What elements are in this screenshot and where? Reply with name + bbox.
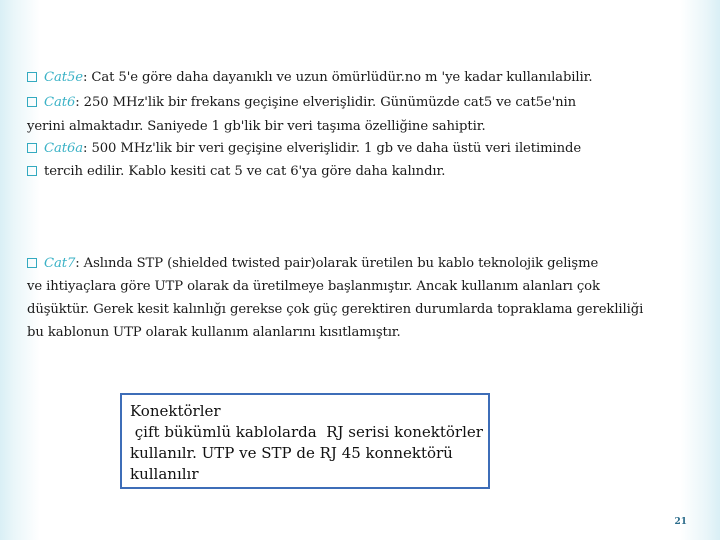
cat6-continuation: yerini almaktadır. Saniyede 1 gb'lik bir veri taşıma özelliğine sahiptir. <box>27 119 486 134</box>
cat7-line-3: bu kablonun UTP olarak kullanım alanlarını kısıtlamıştır. <box>27 325 401 340</box>
checkbox-bullet-icon <box>27 143 37 153</box>
cat6a-paragraph <box>27 140 581 158</box>
cat7-term: Cat7 <box>44 256 76 271</box>
cat6a-text: : 500 MHz'lik bir veri geçişine elverişlidir. 1 gb ve daha üstü veri iletiminde <box>83 141 582 156</box>
cat5e-paragraph <box>27 69 592 87</box>
note-line-4: kullanılır <box>130 465 199 483</box>
cat6-term: Cat6 <box>44 95 76 110</box>
cat7-paragraph <box>27 255 598 273</box>
connectors-note-box <box>120 393 490 489</box>
cat6a-continuation-text: tercih edilir. Kablo kesiti cat 5 ve cat 6'ya göre daha kalındır. <box>44 164 446 179</box>
cat6-paragraph <box>27 94 576 112</box>
checkbox-bullet-icon <box>27 72 37 82</box>
note-line-1: Konektörler <box>130 402 221 420</box>
cat7-line-2: düşüktür. Gerek kesit kalınlığı gerekse çok güç gerektiren durumlarda topraklama gerekliliği <box>27 302 644 317</box>
cat5e-term: Cat5e <box>44 70 83 85</box>
note-line-3: kullanılr. UTP ve STP de RJ 45 konnektörü <box>130 444 453 462</box>
cat6a-continuation <box>27 163 445 181</box>
cat5e-text: : Cat 5'e göre daha dayanıklı ve uzun ömürlüdür.no m 'ye kadar kullanılabilir. <box>82 70 593 85</box>
checkbox-bullet-icon <box>27 97 37 107</box>
page-number: 21 <box>674 517 687 527</box>
checkbox-bullet-icon <box>27 258 37 268</box>
cat6a-term: Cat6a <box>44 141 84 156</box>
note-line-2: çift bükümlü kablolarda RJ serisi konektörler <box>130 423 483 441</box>
checkbox-bullet-icon <box>27 166 37 176</box>
cat7-text: : Aslında STP (shielded twisted pair)olarak üretilen bu kablo teknolojik gelişme <box>75 256 599 271</box>
cat7-line-1: ve ihtiyaçlara göre UTP olarak da üretilmeye başlanmıştır. Ancak kullanım alanları çok <box>27 279 600 294</box>
cat6-text: : 250 MHz'lik bir frekans geçişine elverişlidir. Günümüzde cat5 ve cat5e'nin <box>75 95 577 110</box>
